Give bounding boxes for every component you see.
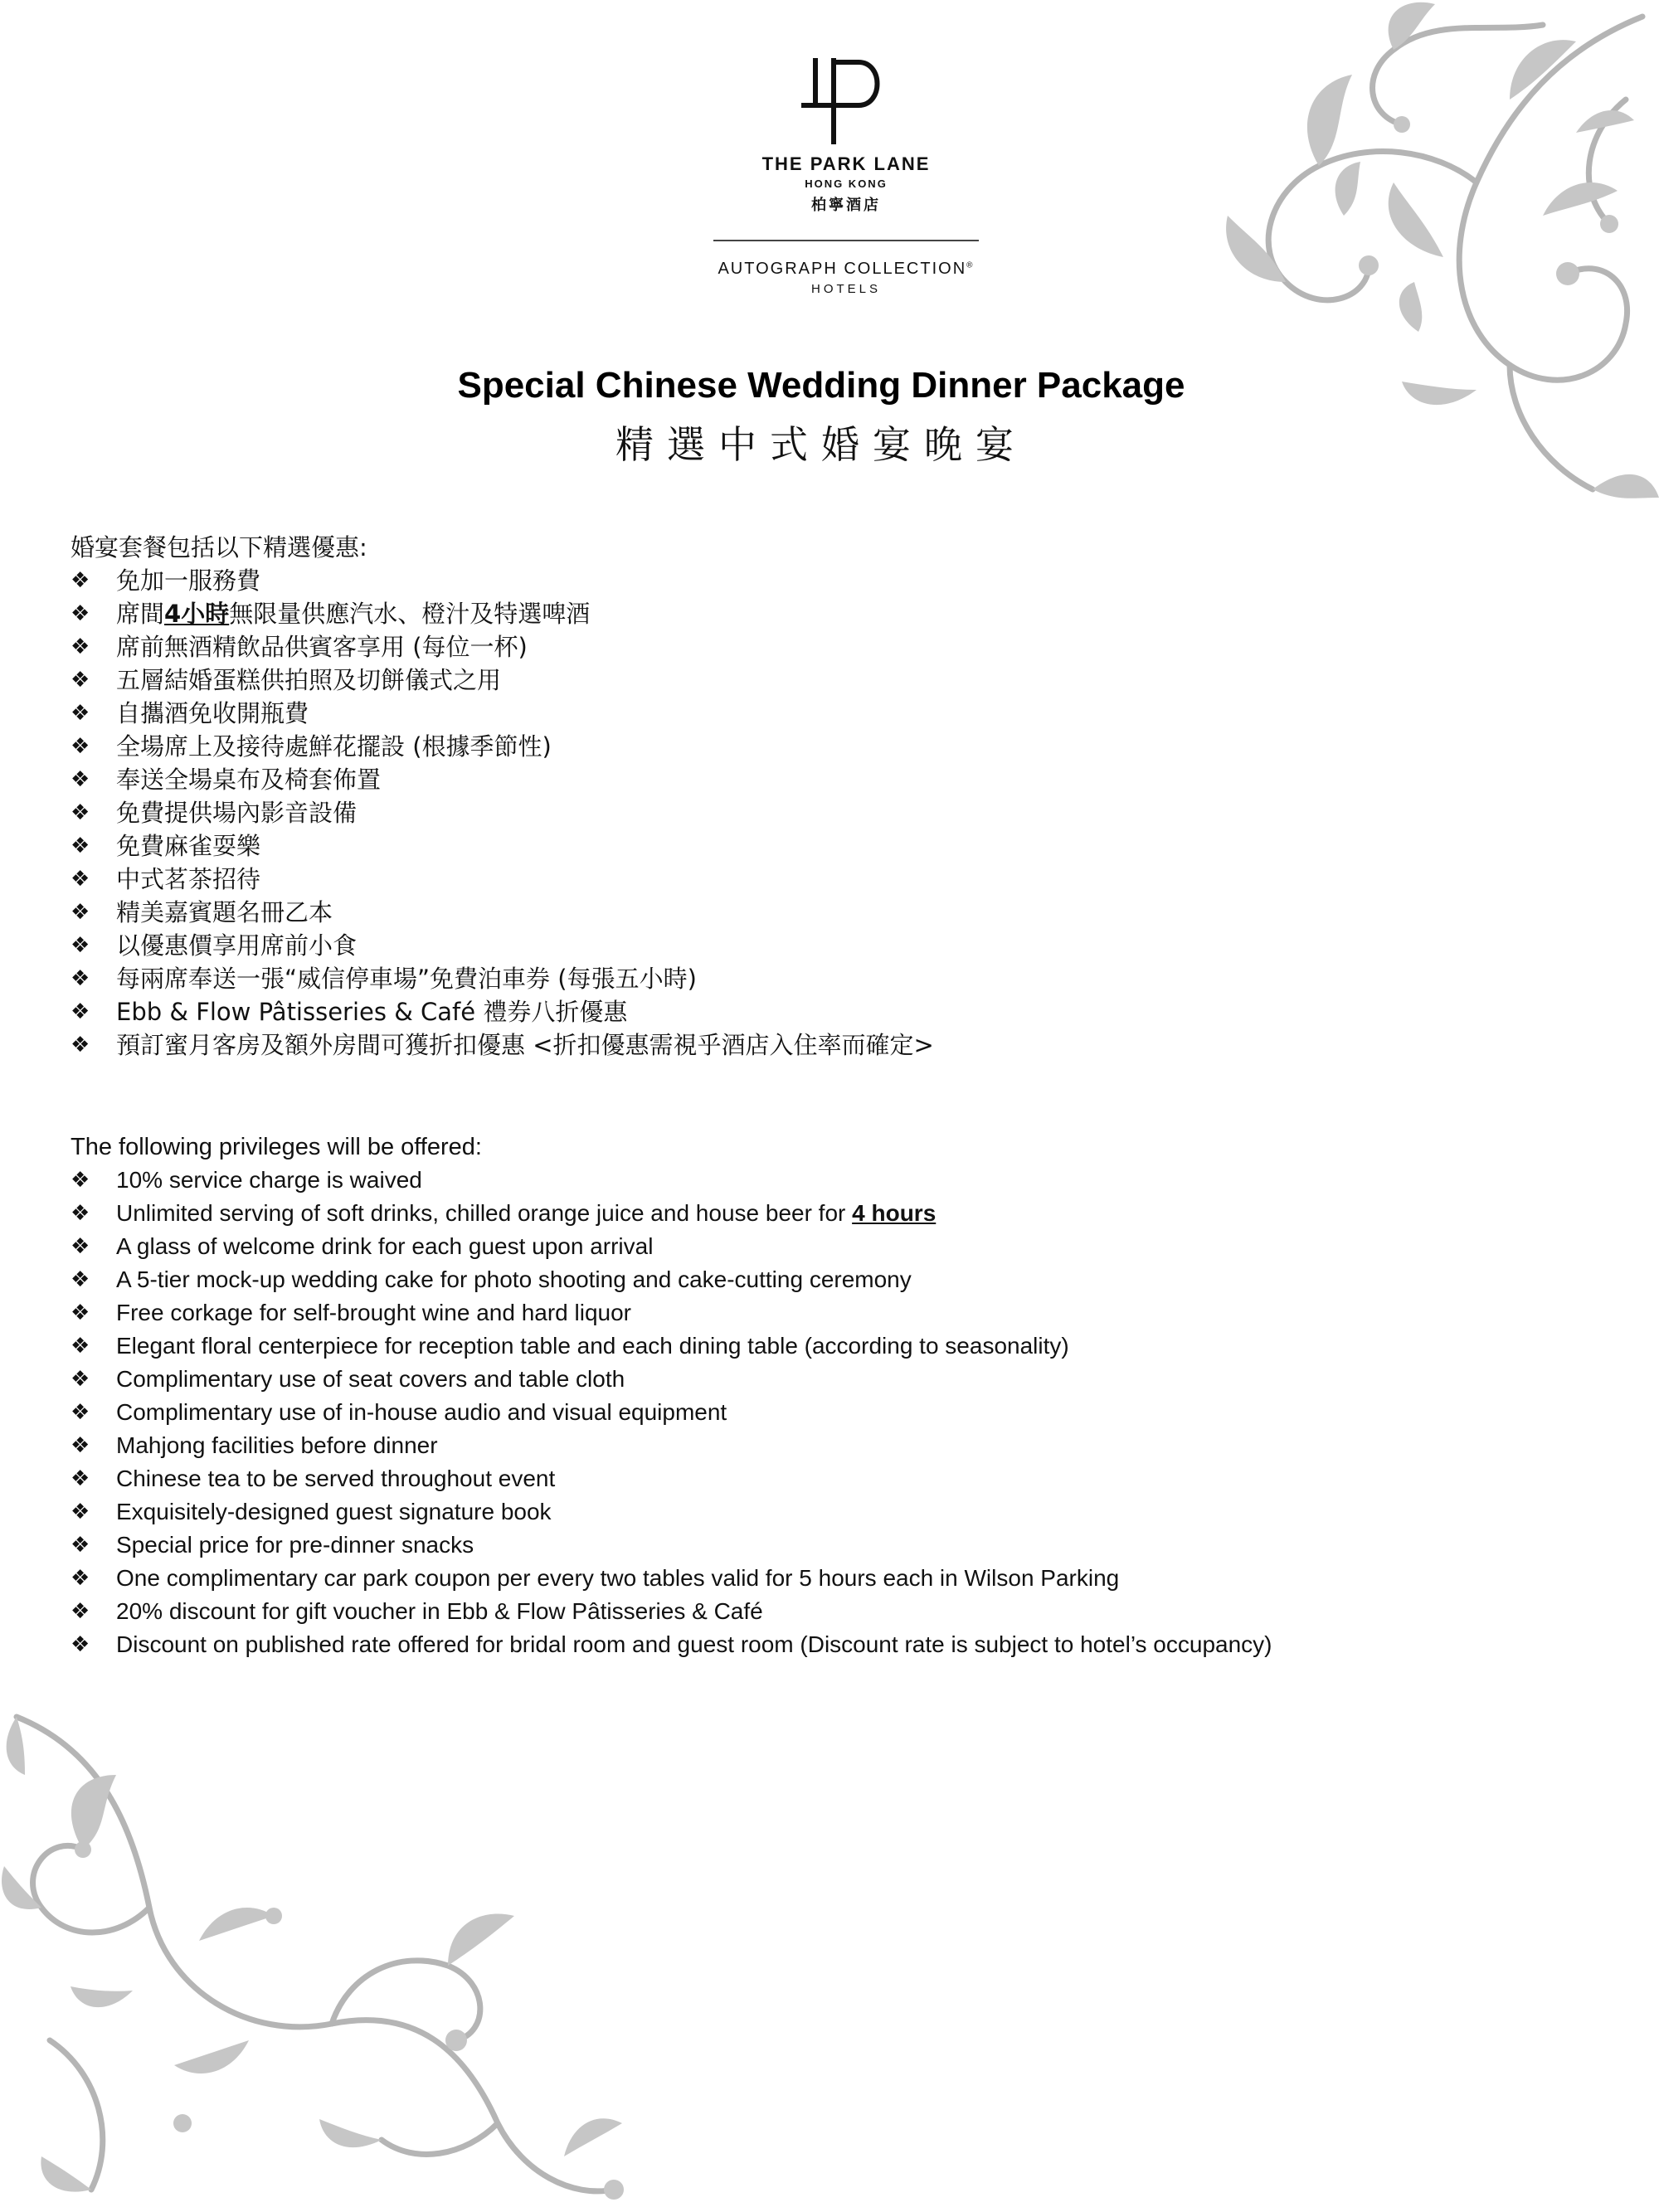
english-privileges-section: [71, 1130, 1564, 1661]
list-item: [71, 796, 1398, 829]
diamond-bullet-icon: ❖: [71, 933, 90, 958]
hotel-logo-block: [647, 54, 1045, 296]
hotel-name: THE PARK LANE: [761, 153, 931, 174]
emphasized-duration: 4小時: [164, 600, 230, 628]
list-item: [71, 1230, 1564, 1263]
list-item-text: Ebb & Flow Pâtisseries & Café 禮券八折優惠: [116, 998, 628, 1026]
list-item: [71, 1164, 1564, 1197]
list-item: [71, 1628, 1564, 1661]
diamond-bullet-icon: ❖: [71, 999, 90, 1024]
diamond-bullet-icon: ❖: [71, 734, 90, 759]
list-item-text: Chinese tea to be served throughout event: [116, 1466, 556, 1491]
list-item-text: 以優惠價享用席前小食: [116, 931, 358, 960]
hotels-label: HOTELS: [810, 282, 881, 296]
list-item: [71, 1462, 1564, 1495]
registered-mark: ®: [966, 260, 975, 270]
list-item: [71, 730, 1398, 763]
list-item-text: 每兩席奉送一張“威信停車場”免費泊車券 (每張五小時): [116, 965, 697, 993]
list-item: [71, 896, 1398, 929]
list-item: [71, 962, 1398, 995]
diamond-bullet-icon: ❖: [71, 1367, 90, 1392]
list-item-text: 中式茗茶招待: [116, 865, 261, 893]
list-item: [71, 763, 1398, 796]
emphasized-duration: 4 hours: [852, 1200, 937, 1226]
list-item-text: 免加一服務費: [116, 566, 261, 595]
list-item-text: 10% service charge is waived: [116, 1167, 422, 1193]
diamond-bullet-icon: ❖: [71, 1334, 90, 1359]
list-item-text: 精美嘉賓題名冊乙本: [116, 898, 333, 926]
list-item-text: One complimentary car park coupon per every two tables valid for 5 hours each in Wilson Parking: [116, 1565, 1120, 1591]
diamond-bullet-icon: ❖: [71, 601, 90, 626]
list-item-text: A glass of welcome drink for each guest upon arrival: [116, 1233, 654, 1259]
list-item-text: A 5-tier mock-up wedding cake for photo shooting and cake-cutting ceremony: [116, 1266, 912, 1292]
diamond-bullet-icon: ❖: [71, 1300, 90, 1325]
list-item: [71, 829, 1398, 863]
list-item-text: Complimentary use of in-house audio and visual equipment: [116, 1399, 727, 1425]
list-item-text: Exquisitely-designed guest signature book: [116, 1499, 552, 1524]
autograph-collection-label: [647, 260, 1045, 279]
list-item: [71, 1595, 1564, 1628]
diamond-bullet-icon: ❖: [71, 767, 90, 792]
list-item: [71, 1263, 1564, 1296]
diamond-bullet-icon: ❖: [71, 1599, 90, 1624]
list-item: [71, 1296, 1564, 1330]
diamond-bullet-icon: ❖: [71, 634, 90, 659]
list-item: [71, 697, 1398, 730]
diamond-bullet-icon: ❖: [71, 1168, 90, 1193]
diamond-bullet-icon: ❖: [71, 1433, 90, 1458]
list-item-text: 免費麻雀耍樂: [116, 832, 261, 860]
diamond-bullet-icon: ❖: [71, 900, 90, 925]
list-item: [71, 995, 1398, 1028]
diamond-bullet-icon: ❖: [71, 1632, 90, 1657]
page-title-english: Special Chinese Wedding Dinner Package: [457, 365, 1185, 406]
list-item-text: 自攜酒免收開瓶費: [116, 699, 309, 727]
chinese-privileges-section: [71, 531, 1398, 1062]
diamond-bullet-icon: ❖: [71, 1201, 90, 1226]
autograph-collection-text: AUTOGRAPH COLLECTION: [718, 260, 967, 278]
diamond-bullet-icon: ❖: [71, 1566, 90, 1591]
list-item: [71, 1495, 1564, 1529]
list-item: [71, 929, 1398, 962]
list-item-text: 免費提供場內影音設備: [116, 799, 358, 827]
chinese-privileges-list: [71, 564, 1398, 1062]
diamond-bullet-icon: ❖: [71, 568, 90, 593]
diamond-bullet-icon: ❖: [71, 800, 90, 825]
list-item-text: 五層結婚蛋糕供拍照及切餅儀式之用: [116, 666, 502, 694]
list-item: [71, 630, 1398, 664]
diamond-bullet-icon: ❖: [71, 834, 90, 858]
list-item: [71, 1330, 1564, 1363]
diamond-bullet-icon: ❖: [71, 966, 90, 991]
list-item-text: Elegant floral centerpiece for reception table and each dining table (according to seasonality): [116, 1333, 1069, 1359]
diamond-bullet-icon: ❖: [71, 1400, 90, 1425]
list-item-text: 預訂蜜月客房及額外房間可獲折扣優惠 <折扣優惠需視乎酒店入住率而確定>: [116, 1031, 934, 1059]
hotel-city: HONG KONG: [805, 177, 888, 190]
diamond-bullet-icon: ❖: [71, 1267, 90, 1292]
park-lane-monogram-logo: [800, 54, 892, 145]
list-item: [71, 1197, 1564, 1230]
list-item-text-part: 席間: [116, 600, 165, 628]
list-item-text: 全場席上及接待處鮮花擺設 (根據季節性): [116, 732, 552, 761]
list-item: [71, 1429, 1564, 1462]
chinese-privileges-heading: 婚宴套餐包括以下精選優惠:: [71, 533, 367, 562]
list-item-text: Mahjong facilities before dinner: [116, 1432, 438, 1458]
diamond-bullet-icon: ❖: [71, 701, 90, 726]
list-item-text-part: Unlimited serving of soft drinks, chilled orange juice and house beer for: [116, 1200, 853, 1226]
list-item-text: Free corkage for self-brought wine and hard liquor: [116, 1300, 632, 1325]
list-item: [71, 564, 1398, 597]
diamond-bullet-icon: ❖: [71, 1500, 90, 1524]
list-item: [71, 1562, 1564, 1595]
logo-divider: [713, 240, 979, 241]
list-item-text: Complimentary use of seat covers and table cloth: [116, 1366, 625, 1392]
diamond-bullet-icon: ❖: [71, 1466, 90, 1491]
list-item-text: 20% discount for gift voucher in Ebb & Flow Pâtisseries & Café: [116, 1598, 763, 1624]
english-privileges-heading: The following privileges will be offered:: [71, 1134, 482, 1160]
list-item-text: Discount on published rate offered for bridal room and guest room (Discount rate is subject to hotel’s occupancy): [116, 1631, 1272, 1657]
diamond-bullet-icon: ❖: [71, 668, 90, 693]
page-title-chinese: 精選中式婚宴晚宴: [615, 422, 1027, 467]
hotel-name-chinese: 柏寧酒店: [811, 197, 881, 214]
list-item: [71, 597, 1398, 630]
diamond-bullet-icon: ❖: [71, 1533, 90, 1558]
list-item: [71, 1028, 1398, 1062]
list-item-text-part: 無限量供應汽水、橙汁及特選啤酒: [229, 600, 591, 628]
list-item: [71, 664, 1398, 697]
diamond-bullet-icon: ❖: [71, 1033, 90, 1057]
list-item-text: 奉送全場桌布及椅套佈置: [116, 766, 382, 794]
floral-swirl-ornament-bottom: [0, 1692, 630, 2212]
list-item: [71, 1363, 1564, 1396]
list-item: [71, 1396, 1564, 1429]
list-item-text: [116, 1197, 936, 1230]
diamond-bullet-icon: ❖: [71, 1234, 90, 1259]
list-item-text: [116, 597, 590, 630]
list-item-text: 席前無酒精飲品供賓客享用 (每位一杯): [116, 633, 528, 661]
diamond-bullet-icon: ❖: [71, 867, 90, 892]
list-item: [71, 863, 1398, 896]
english-privileges-list: [71, 1164, 1564, 1661]
list-item: [71, 1529, 1564, 1562]
list-item-text: Special price for pre-dinner snacks: [116, 1532, 474, 1558]
